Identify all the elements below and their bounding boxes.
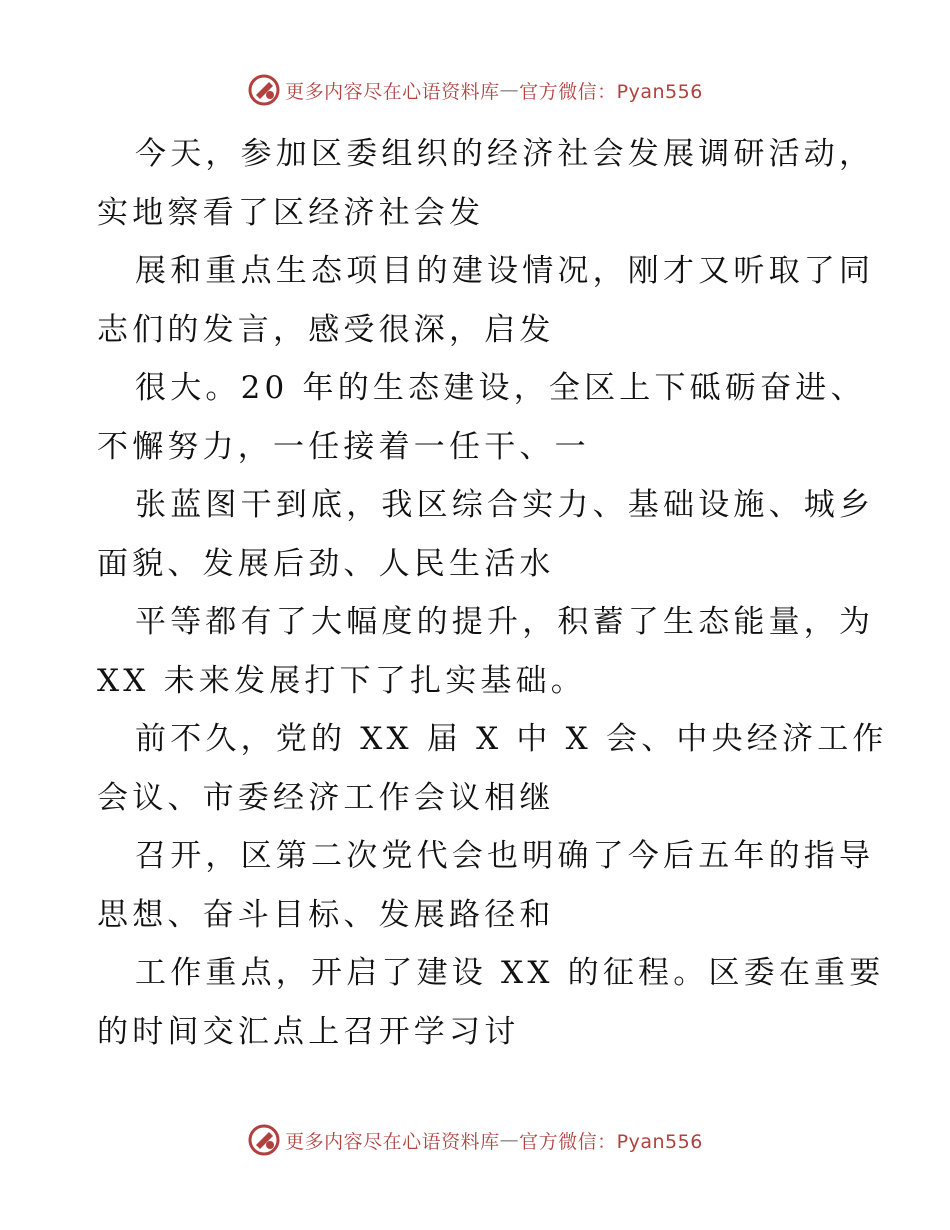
text-line: 展和重点生态项目的建设情况，刚才又听取了同 [135,253,875,289]
text-line: 不懈努力，一任接着一任干、一 [97,428,590,465]
text-line: 平等都有了大幅度的提升，积蓄了生态能量，为 [135,604,875,640]
watermark-separator: — [499,1129,520,1151]
footer-watermark [0,1122,950,1158]
logo-icon [247,1123,281,1157]
watermark-wechat-text: 官方微信：Pyan556 [519,80,703,103]
text-line: 前不久，党的 XX 届 X 中 X 会、中央经济工作 [135,721,888,757]
document-body [97,125,888,1061]
text-line: 志们的发言，感受很深，启发 [97,311,555,348]
text-line: 张蓝图干到底，我区综合实力、基础设施、城乡 [135,487,875,523]
text-line: 工作重点，开启了建设 XX 的征程。区委在重要 [135,955,885,991]
text-line: 会议、市委经济工作会议相继 [97,779,555,816]
text-line: 面貌、发展后劲、人民生活水 [97,545,555,582]
text-line: 思想、奋斗目标、发展路径和 [97,896,555,933]
header-watermark [0,72,950,108]
text-line: 召开，区第二次党代会也明确了今后五年的指导 [135,838,875,874]
watermark-site-text: 更多内容尽在心语资料库 [285,80,500,103]
text-line: 很大。20 年的生态建设，全区上下砥砺奋进、 [135,370,866,406]
watermark-site-text: 更多内容尽在心语资料库 [285,1130,500,1153]
text-line: 的时间交汇点上召开学习讨 [97,1013,520,1050]
watermark-separator: — [499,79,520,101]
text-line: XX 未来发展打下了扎实基础。 [97,662,586,699]
text-line: 今天，参加区委组织的经济社会发展调研活动， [135,136,875,172]
logo-icon [247,73,281,107]
text-line: 实地察看了区经济社会发 [97,194,485,231]
watermark-wechat-text: 官方微信：Pyan556 [519,1130,703,1153]
